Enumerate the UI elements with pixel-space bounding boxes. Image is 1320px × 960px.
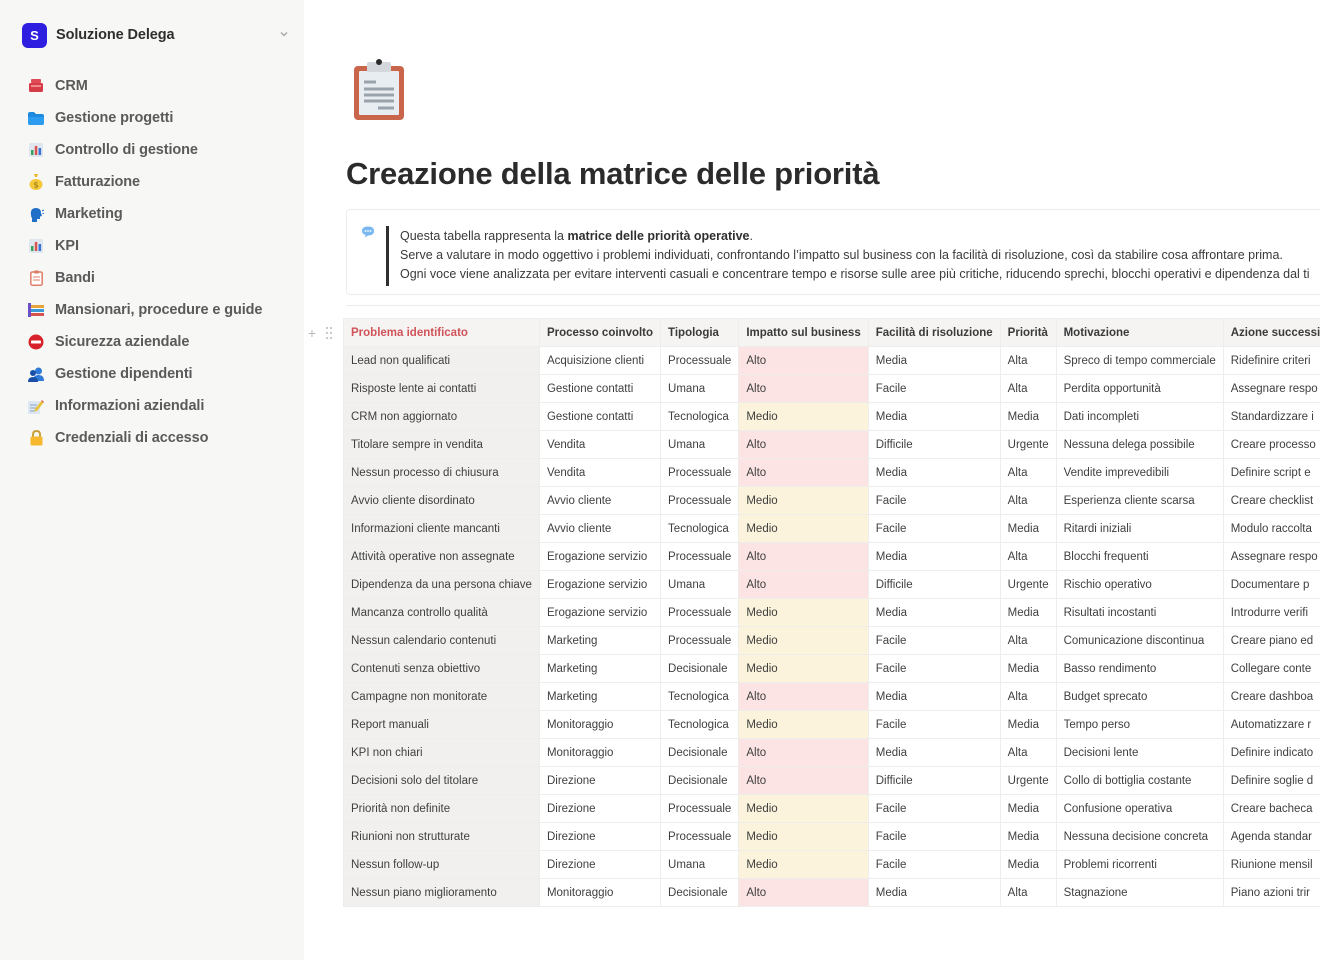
cell-priorita[interactable]: Alta (1000, 739, 1056, 767)
cell-facilita-di-risoluzione[interactable]: Media (868, 403, 1000, 431)
sidebar-item-kpi[interactable]: KPI (22, 230, 294, 262)
add-block-icon[interactable]: + (307, 325, 317, 341)
cell-tipologia[interactable]: Decisionale (661, 767, 739, 795)
cell-processo-coinvolto[interactable]: Erogazione servizio (539, 599, 660, 627)
cell-azione-successi[interactable]: Creare checklist (1223, 487, 1320, 515)
cell-azione-successi[interactable]: Definire script e (1223, 459, 1320, 487)
cell-motivazione[interactable]: Dati incompleti (1056, 403, 1223, 431)
cell-facilita-di-risoluzione[interactable]: Facile (868, 795, 1000, 823)
cell-tipologia[interactable]: Tecnologica (661, 403, 739, 431)
cash-register-icon (26, 76, 46, 96)
page-content (304, 0, 1320, 960)
cell-priorita[interactable]: Alta (1000, 375, 1056, 403)
table-row (344, 711, 1320, 739)
callout-line-3: Ogni voce viene analizzata per evitare interventi casuali e concentrare tempo e risorse sulle aree più critiche, riducendo sprechi, blocchi operativi e dipendenza dal ti (400, 267, 1310, 281)
cell-problema-identificato[interactable]: Nessun calendario contenuti (344, 627, 540, 655)
table-row (344, 347, 1320, 375)
workspace-name: Soluzione Delega (56, 27, 175, 43)
cell-tipologia[interactable]: Umana (661, 431, 739, 459)
table-row (344, 767, 1320, 795)
cell-azione-successi[interactable]: Modulo raccolta (1223, 515, 1320, 543)
cell-tipologia[interactable]: Processuale (661, 459, 739, 487)
sidebar-item-crm[interactable]: CRM (22, 70, 294, 102)
cell-processo-coinvolto[interactable]: Gestione contatti (539, 403, 660, 431)
cell-processo-coinvolto[interactable]: Vendita (539, 431, 660, 459)
cell-motivazione[interactable]: Spreco di tempo commerciale (1056, 347, 1223, 375)
cell-impatto-sul-business[interactable]: Medio (739, 851, 868, 879)
cell-problema-identificato[interactable]: Attività operative non assegnate (344, 543, 540, 571)
cell-processo-coinvolto[interactable]: Monitoraggio (539, 879, 660, 907)
cell-impatto-sul-business[interactable]: Medio (739, 627, 868, 655)
table-row (344, 683, 1320, 711)
cell-priorita[interactable]: Media (1000, 655, 1056, 683)
cell-priorita[interactable]: Alta (1000, 683, 1056, 711)
cell-problema-identificato[interactable]: Campagne non monitorate (344, 683, 540, 711)
cell-azione-successi[interactable]: Creare dashboa (1223, 683, 1320, 711)
cell-motivazione[interactable]: Vendite imprevedibili (1056, 459, 1223, 487)
chevron-down-icon[interactable] (278, 28, 290, 40)
cell-tipologia[interactable]: Tecnologica (661, 515, 739, 543)
cell-problema-identificato[interactable]: Report manuali (344, 711, 540, 739)
cell-motivazione[interactable]: Basso rendimento (1056, 655, 1223, 683)
sidebar-item-informazioni-aziendali[interactable]: Informazioni aziendali (22, 390, 294, 422)
cell-problema-identificato[interactable]: CRM non aggiornato (344, 403, 540, 431)
cell-facilita-di-risoluzione[interactable]: Facile (868, 515, 1000, 543)
table-row (344, 459, 1320, 487)
cell-priorita[interactable]: Urgente (1000, 431, 1056, 459)
cell-azione-successi[interactable]: Piano azioni trir (1223, 879, 1320, 907)
sidebar-item-sicurezza-aziendale[interactable]: Sicurezza aziendale (22, 326, 294, 358)
cell-problema-identificato[interactable]: Priorità non definite (344, 795, 540, 823)
sidebar-item-controllo-di-gestione[interactable]: Controllo di gestione (22, 134, 294, 166)
cell-facilita-di-risoluzione[interactable]: Facile (868, 487, 1000, 515)
column-header-tipologia[interactable]: Tipologia (661, 319, 739, 347)
cell-impatto-sul-business[interactable]: Medio (739, 711, 868, 739)
cell-motivazione[interactable]: Tempo perso (1056, 711, 1223, 739)
cell-priorita[interactable]: Media (1000, 711, 1056, 739)
cell-impatto-sul-business[interactable]: Medio (739, 515, 868, 543)
cell-tipologia[interactable]: Processuale (661, 627, 739, 655)
cell-priorita[interactable]: Media (1000, 795, 1056, 823)
cell-problema-identificato[interactable]: Lead non qualificati (344, 347, 540, 375)
cell-priorita[interactable]: Alta (1000, 459, 1056, 487)
cell-priorita[interactable]: Media (1000, 599, 1056, 627)
cell-impatto-sul-business[interactable]: Alto (739, 767, 868, 795)
cell-facilita-di-risoluzione[interactable]: Facile (868, 655, 1000, 683)
cell-priorita[interactable]: Alta (1000, 627, 1056, 655)
column-header-priorita[interactable]: Priorità (1000, 319, 1056, 347)
cell-facilita-di-risoluzione[interactable]: Media (868, 543, 1000, 571)
cell-facilita-di-risoluzione[interactable]: Facile (868, 823, 1000, 851)
cell-processo-coinvolto[interactable]: Gestione contatti (539, 375, 660, 403)
cell-priorita[interactable]: Media (1000, 403, 1056, 431)
cell-tipologia[interactable]: Decisionale (661, 879, 739, 907)
cell-azione-successi[interactable]: Documentare p (1223, 571, 1320, 599)
cell-problema-identificato[interactable]: Informazioni cliente mancanti (344, 515, 540, 543)
clipboard-icon (26, 268, 46, 288)
cell-impatto-sul-business[interactable]: Alto (739, 571, 868, 599)
cell-priorita[interactable]: Media (1000, 851, 1056, 879)
cell-facilita-di-risoluzione[interactable]: Media (868, 599, 1000, 627)
table-row (344, 655, 1320, 683)
cell-motivazione[interactable]: Rischio operativo (1056, 571, 1223, 599)
clipboard-icon[interactable] (352, 58, 406, 122)
column-header-motivazione[interactable]: Motivazione (1056, 319, 1223, 347)
cell-impatto-sul-business[interactable]: Medio (739, 655, 868, 683)
cell-motivazione[interactable]: Esperienza cliente scarsa (1056, 487, 1223, 515)
priority-matrix-table (343, 318, 1320, 907)
cell-processo-coinvolto[interactable]: Direzione (539, 851, 660, 879)
cell-problema-identificato[interactable]: Nessun processo di chiusura (344, 459, 540, 487)
divider (346, 305, 1320, 306)
table-row (344, 431, 1320, 459)
cell-problema-identificato[interactable]: Risposte lente ai contatti (344, 375, 540, 403)
speech-bubble-icon (361, 226, 375, 238)
cell-impatto-sul-business[interactable]: Medio (739, 487, 868, 515)
sidebar (0, 0, 304, 960)
cell-azione-successi[interactable]: Definire soglie d (1223, 767, 1320, 795)
sidebar-item-gestione-dipendenti[interactable]: Gestione dipendenti (22, 358, 294, 390)
cell-impatto-sul-business[interactable]: Alto (739, 683, 868, 711)
cell-facilita-di-risoluzione[interactable]: Media (868, 347, 1000, 375)
cell-problema-identificato[interactable]: Mancanza controllo qualità (344, 599, 540, 627)
cell-azione-successi[interactable]: Introdurre verifi (1223, 599, 1320, 627)
column-header-azione-successi[interactable]: Azione successi (1223, 319, 1320, 347)
cell-processo-coinvolto[interactable]: Monitoraggio (539, 739, 660, 767)
sidebar-item-fatturazione[interactable]: $ Fatturazione (22, 166, 294, 198)
cell-azione-successi[interactable]: Creare piano ed (1223, 627, 1320, 655)
speaking-head-icon (26, 204, 46, 224)
callout-line-2: Serve a valutare in modo oggettivo i problemi individuati, confrontando l’impatto sul business con la facilità di risoluzione, così da stabilire cosa affrontare prima. (400, 248, 1283, 262)
cell-impatto-sul-business[interactable]: Medio (739, 795, 868, 823)
cell-impatto-sul-business[interactable]: Alto (739, 375, 868, 403)
callout-text (400, 227, 1310, 284)
cell-motivazione[interactable]: Collo di bottiglia costante (1056, 767, 1223, 795)
cell-azione-successi[interactable]: Creare processo (1223, 431, 1320, 459)
callout-block (346, 209, 1320, 295)
table-row (344, 487, 1320, 515)
memo-icon (26, 396, 46, 416)
cell-impatto-sul-business[interactable]: Medio (739, 823, 868, 851)
cell-priorita[interactable]: Media (1000, 823, 1056, 851)
cell-problema-identificato[interactable]: Titolare sempre in vendita (344, 431, 540, 459)
table-row (344, 515, 1320, 543)
cell-impatto-sul-business[interactable]: Alto (739, 879, 868, 907)
cell-facilita-di-risoluzione[interactable]: Media (868, 879, 1000, 907)
table-row (344, 403, 1320, 431)
cell-facilita-di-risoluzione[interactable]: Media (868, 739, 1000, 767)
cell-priorita[interactable]: Alta (1000, 347, 1056, 375)
cell-problema-identificato[interactable]: Avvio cliente disordinato (344, 487, 540, 515)
cell-processo-coinvolto[interactable]: Marketing (539, 683, 660, 711)
cell-processo-coinvolto[interactable]: Avvio cliente (539, 487, 660, 515)
table-row (344, 851, 1320, 879)
cell-priorita[interactable]: Media (1000, 515, 1056, 543)
table-row (344, 823, 1320, 851)
cell-motivazione[interactable]: Confusione operativa (1056, 795, 1223, 823)
cell-priorita[interactable]: Urgente (1000, 767, 1056, 795)
column-header-impatto-sul-business[interactable]: Impatto sul business (739, 319, 868, 347)
table-row (344, 627, 1320, 655)
cell-problema-identificato[interactable]: Dipendenza da una persona chiave (344, 571, 540, 599)
cell-processo-coinvolto[interactable]: Erogazione servizio (539, 571, 660, 599)
cell-motivazione[interactable]: Comunicazione discontinua (1056, 627, 1223, 655)
cell-motivazione[interactable]: Risultati incostanti (1056, 599, 1223, 627)
cell-tipologia[interactable]: Processuale (661, 823, 739, 851)
cell-processo-coinvolto[interactable]: Monitoraggio (539, 711, 660, 739)
cell-tipologia[interactable]: Processuale (661, 599, 739, 627)
no-entry-icon (26, 332, 46, 352)
cell-tipologia[interactable]: Umana (661, 571, 739, 599)
column-header-problema-identificato[interactable]: Problema identificato (344, 319, 540, 347)
sidebar-item-gestione-progetti[interactable]: Gestione progetti (22, 102, 294, 134)
cell-tipologia[interactable]: Decisionale (661, 655, 739, 683)
cell-impatto-sul-business[interactable]: Alto (739, 347, 868, 375)
cell-tipologia[interactable]: Umana (661, 375, 739, 403)
cell-processo-coinvolto[interactable]: Vendita (539, 459, 660, 487)
cell-processo-coinvolto[interactable]: Erogazione servizio (539, 543, 660, 571)
books-icon (26, 300, 46, 320)
cell-azione-successi[interactable]: Assegnare respo (1223, 543, 1320, 571)
sidebar-item-credenziali-di-accesso[interactable]: Credenziali di accesso (22, 422, 294, 454)
cell-tipologia[interactable]: Tecnologica (661, 711, 739, 739)
cell-processo-coinvolto[interactable]: Avvio cliente (539, 515, 660, 543)
cell-processo-coinvolto[interactable]: Direzione (539, 823, 660, 851)
cell-facilita-di-risoluzione[interactable]: Media (868, 459, 1000, 487)
callout-line-1: Questa tabella rappresenta la matrice delle priorità operative. (400, 229, 753, 243)
cell-motivazione[interactable]: Nessuna decisione concreta (1056, 823, 1223, 851)
cell-processo-coinvolto[interactable]: Direzione (539, 795, 660, 823)
cell-motivazione[interactable]: Budget sprecato (1056, 683, 1223, 711)
quote-bar (386, 226, 389, 286)
bar-chart-icon (26, 140, 46, 160)
cell-tipologia[interactable]: Umana (661, 851, 739, 879)
table-row (344, 795, 1320, 823)
cell-azione-successi[interactable]: Assegnare respo (1223, 375, 1320, 403)
column-header-facilita-di-risoluzione[interactable]: Facilità di risoluzione (868, 319, 1000, 347)
cell-problema-identificato[interactable]: Nessun follow-up (344, 851, 540, 879)
cell-tipologia[interactable]: Processuale (661, 487, 739, 515)
cell-problema-identificato[interactable]: Riunioni non strutturate (344, 823, 540, 851)
cell-azione-successi[interactable]: Collegare conte (1223, 655, 1320, 683)
bar-chart-icon (26, 236, 46, 256)
cell-tipologia[interactable]: Tecnologica (661, 683, 739, 711)
cell-impatto-sul-business[interactable]: Medio (739, 403, 868, 431)
sidebar-item-mansionari[interactable]: Mansionari, procedure e guide (22, 294, 294, 326)
sidebar-item-marketing[interactable]: Marketing (22, 198, 294, 230)
table-row (344, 599, 1320, 627)
block-handles (306, 325, 334, 341)
table-header-row (344, 319, 1320, 347)
cell-facilita-di-risoluzione[interactable]: Facile (868, 711, 1000, 739)
cell-priorita[interactable]: Alta (1000, 487, 1056, 515)
workspace-logo: S (22, 23, 47, 48)
cell-tipologia[interactable]: Decisionale (661, 739, 739, 767)
cell-problema-identificato[interactable]: Nessun piano miglioramento (344, 879, 540, 907)
cell-azione-successi[interactable]: Agenda standar (1223, 823, 1320, 851)
table-row (344, 571, 1320, 599)
cell-processo-coinvolto[interactable]: Marketing (539, 627, 660, 655)
cell-impatto-sul-business[interactable]: Medio (739, 599, 868, 627)
cell-motivazione[interactable]: Problemi ricorrenti (1056, 851, 1223, 879)
cell-azione-successi[interactable]: Riunione mensil (1223, 851, 1320, 879)
cell-processo-coinvolto[interactable]: Direzione (539, 767, 660, 795)
sidebar-item-bandi[interactable]: Bandi (22, 262, 294, 294)
cell-azione-successi[interactable]: Automatizzare r (1223, 711, 1320, 739)
cell-facilita-di-risoluzione[interactable]: Facile (868, 851, 1000, 879)
cell-priorita[interactable]: Alta (1000, 543, 1056, 571)
cell-priorita[interactable]: Alta (1000, 879, 1056, 907)
cell-impatto-sul-business[interactable]: Alto (739, 459, 868, 487)
column-header-processo-coinvolto[interactable]: Processo coinvolto (539, 319, 660, 347)
people-icon (26, 364, 46, 384)
table-row (344, 375, 1320, 403)
table-row (344, 543, 1320, 571)
cell-motivazione[interactable]: Ritardi iniziali (1056, 515, 1223, 543)
cell-motivazione[interactable]: Nessuna delega possibile (1056, 431, 1223, 459)
sidebar-nav (22, 70, 294, 454)
cell-facilita-di-risoluzione[interactable]: Difficile (868, 431, 1000, 459)
cell-tipologia[interactable]: Processuale (661, 347, 739, 375)
cell-azione-successi[interactable]: Ridefinire criteri (1223, 347, 1320, 375)
money-bag-icon (26, 172, 46, 192)
cell-motivazione[interactable]: Stagnazione (1056, 879, 1223, 907)
cell-facilita-di-risoluzione[interactable]: Facile (868, 627, 1000, 655)
cell-tipologia[interactable]: Processuale (661, 795, 739, 823)
page-title: Creazione della matrice delle priorità (346, 156, 880, 191)
table-row (344, 739, 1320, 767)
cell-motivazione[interactable]: Perdita opportunità (1056, 375, 1223, 403)
cell-processo-coinvolto[interactable]: Acquisizione clienti (539, 347, 660, 375)
cell-tipologia[interactable]: Processuale (661, 543, 739, 571)
cell-facilita-di-risoluzione[interactable]: Difficile (868, 767, 1000, 795)
cell-processo-coinvolto[interactable]: Marketing (539, 655, 660, 683)
folder-icon (26, 108, 46, 128)
cell-problema-identificato[interactable]: Contenuti senza obiettivo (344, 655, 540, 683)
cell-azione-successi[interactable]: Standardizzare i (1223, 403, 1320, 431)
cell-azione-successi[interactable]: Creare bacheca (1223, 795, 1320, 823)
cell-problema-identificato[interactable]: Decisioni solo del titolare (344, 767, 540, 795)
table-row (344, 879, 1320, 907)
cell-impatto-sul-business[interactable]: Alto (739, 739, 868, 767)
lock-icon (26, 428, 46, 448)
workspace-switcher[interactable] (22, 22, 294, 48)
cell-priorita[interactable]: Urgente (1000, 571, 1056, 599)
drag-handle-icon[interactable] (324, 326, 334, 340)
cell-facilita-di-risoluzione[interactable]: Difficile (868, 571, 1000, 599)
cell-facilita-di-risoluzione[interactable]: Facile (868, 375, 1000, 403)
cell-facilita-di-risoluzione[interactable]: Media (868, 683, 1000, 711)
cell-motivazione[interactable]: Decisioni lente (1056, 739, 1223, 767)
cell-azione-successi[interactable]: Definire indicato (1223, 739, 1320, 767)
cell-impatto-sul-business[interactable]: Alto (739, 431, 868, 459)
cell-motivazione[interactable]: Blocchi frequenti (1056, 543, 1223, 571)
cell-impatto-sul-business[interactable]: Alto (739, 543, 868, 571)
cell-problema-identificato[interactable]: KPI non chiari (344, 739, 540, 767)
svg-text:$: $ (33, 180, 39, 190)
